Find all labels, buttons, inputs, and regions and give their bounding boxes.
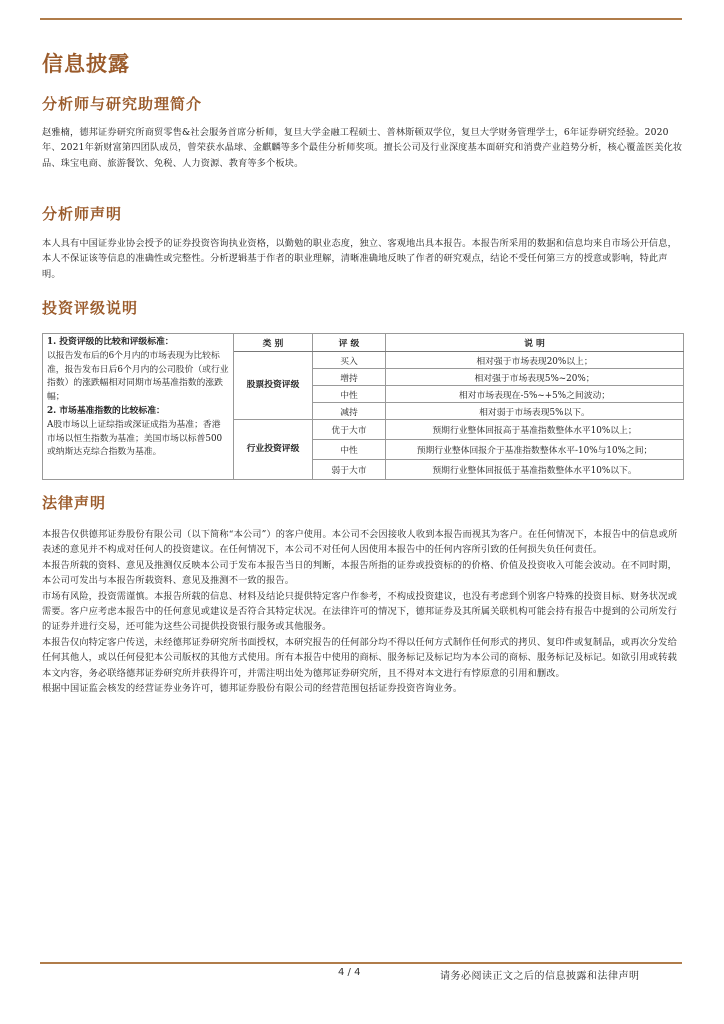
header-grade: 评 级 bbox=[313, 334, 386, 352]
footer-rule bbox=[40, 962, 682, 964]
rating-heading: 投资评级说明 bbox=[42, 299, 139, 317]
standard-title-1: 1. 投资评级的比较和评级标准： bbox=[47, 337, 174, 347]
legal-paragraph-1: 本报告仅供德邦证券股份有限公司（以下简称“本公司”）的客户使用。本公司不会因接收人收到本报告而视其为客户。在任何情况下，本报告中的信息或所表述的意见并不构成对任何人的投资建议。在任何情况下，本公司不对任何人因使用本报告中的任何内容所引致的任何损失负任何责任。 bbox=[42, 529, 678, 556]
declaration-text: 本人具有中国证券业协会授予的证券投资咨询执业资格，以勤勉的职业态度，独立、客观地出具本报告。本报告所采用的数据和信息均来自市场公开信息，本人不保证该等信息的准确性或完整性。分析逻辑基于作者的职业理解，清晰准确地反映了作者的研究观点，结论不受任何第三方的授意或影响，特此声明。 bbox=[42, 238, 677, 280]
desc-cell: 相对强于市场表现20%以上； bbox=[386, 352, 684, 369]
rating-table bbox=[42, 333, 684, 480]
header-description: 说 明 bbox=[386, 334, 684, 352]
grade-cell: 买入 bbox=[313, 352, 386, 369]
desc-cell: 预期行业整体回报高于基准指数整体水平10%以上； bbox=[386, 420, 684, 440]
rating-table-header bbox=[43, 334, 684, 352]
footer-note: 请务必阅读正文之后的信息披露和法律声明 bbox=[440, 971, 640, 982]
analyst-bio bbox=[42, 125, 684, 171]
standard-title-2: 2. 市场基准指数的比较标准： bbox=[47, 405, 165, 416]
desc-cell: 预期行业整体回报低于基准指数整体水平10%以下。 bbox=[386, 460, 684, 480]
declaration-body bbox=[42, 236, 684, 282]
top-rule bbox=[40, 18, 682, 20]
desc-cell: 相对强于市场表现5%~20%； bbox=[386, 369, 684, 386]
legal-body bbox=[42, 527, 684, 696]
industry-category: 行业投资评级 bbox=[234, 420, 313, 480]
grade-cell: 中性 bbox=[313, 440, 386, 460]
legal-paragraph-2: 本报告所载的资料、意见及推测仅反映本公司于发布本报告当日的判断，本报告所指的证券或投资标的的价格、价值及投资收入可能会波动。在不同时期，本公司可发出与本报告所载资料、意见及推测不一致的报告。 bbox=[42, 559, 677, 587]
legal-paragraph-5: 根据中国证监会核发的经营证券业务许可，德邦证券股份有限公司的经营范围包括证券投资咨询业务。 bbox=[42, 683, 463, 695]
grade-cell: 中性 bbox=[313, 386, 386, 403]
grade-cell: 增持 bbox=[313, 369, 386, 386]
standard-text-1: 以报告发布后的6个月内的市场表现为比较标准，报告发布日后6个月内的公司股价（或行业指数）的涨跌幅相对同期市场基准指数的涨跌幅； bbox=[47, 350, 229, 403]
declaration-heading: 分析师声明 bbox=[42, 205, 123, 223]
grade-cell: 弱于大市 bbox=[313, 460, 386, 480]
stock-category: 股票投资评级 bbox=[234, 352, 313, 420]
desc-cell: 相对弱于市场表现5%以下。 bbox=[386, 403, 684, 420]
page-number: 4 / 4 bbox=[338, 967, 361, 978]
grade-cell: 减持 bbox=[313, 403, 386, 420]
rating-standards-cell bbox=[43, 334, 234, 480]
analyst-heading: 分析师与研究助理简介 bbox=[42, 95, 203, 113]
page-title: 信息披露 bbox=[42, 51, 130, 76]
desc-cell: 相对市场表现在-5%~+5%之间波动； bbox=[386, 386, 684, 403]
legal-paragraph-4: 本报告仅向特定客户传送，未经德邦证券研究所书面授权，本研究报告的任何部分均不得以任何方式制作任何形式的拷贝、复印件或复制品，或再次分发给任何其他人，或以任何侵犯本公司版权的其他方式使用。所有本报告中使用的商标、服务标记及标记均为本公司的商标、服务标记及标记。如欲引用或转载本文内容，务必联络德邦证券研究所并获得许可，并需注明出处为德邦证券研究所，且不得对本文进行有悖原意的引用和删改。 bbox=[42, 636, 677, 679]
legal-heading: 法律声明 bbox=[42, 494, 107, 512]
legal-paragraph-3: 市场有风险，投资需谨慎。本报告所载的信息、材料及结论只提供特定客户作参考，不构成投资建议，也没有考虑到个别客户特殊的投资目标、财务状况或需要。客户应考虑本报告中的任何意见或建议是否符合其特定状况。在法律许可的情况下，德邦证券及其所属关联机构可能会持有报告中提到的公司所发行的证券并进行交易，还可能为这些公司提供投资银行服务或其他服务。 bbox=[42, 590, 677, 633]
analyst-bio-text: 赵雅楠，德邦证券研究所商贸零售&社会服务首席分析师，复旦大学金融工程硕士、普林斯顿双学位，复旦大学财务管理学士，6年证券研究经验。2020年、2021年新财富第四团队成员，曾荣获水晶球、金麒麟等多个最佳分析师奖项。擅长公司及行业深度基本面研究和消费产业趋势分析，核心覆盖医美化妆品、珠宝电商、旅游餐饮、免税、人力资源、教育等多个板块。 bbox=[42, 127, 683, 169]
desc-cell: 预期行业整体回报介于基准指数整体水平-10%与10%之间； bbox=[386, 440, 684, 460]
standard-text-2: A股市场以上证综指或深证成指为基准；香港市场以恒生指数为基准；美国市场以标普500或纳斯达克综合指数为基准。 bbox=[47, 419, 223, 458]
header-category: 类 别 bbox=[234, 334, 313, 352]
grade-cell: 优于大市 bbox=[313, 420, 386, 440]
